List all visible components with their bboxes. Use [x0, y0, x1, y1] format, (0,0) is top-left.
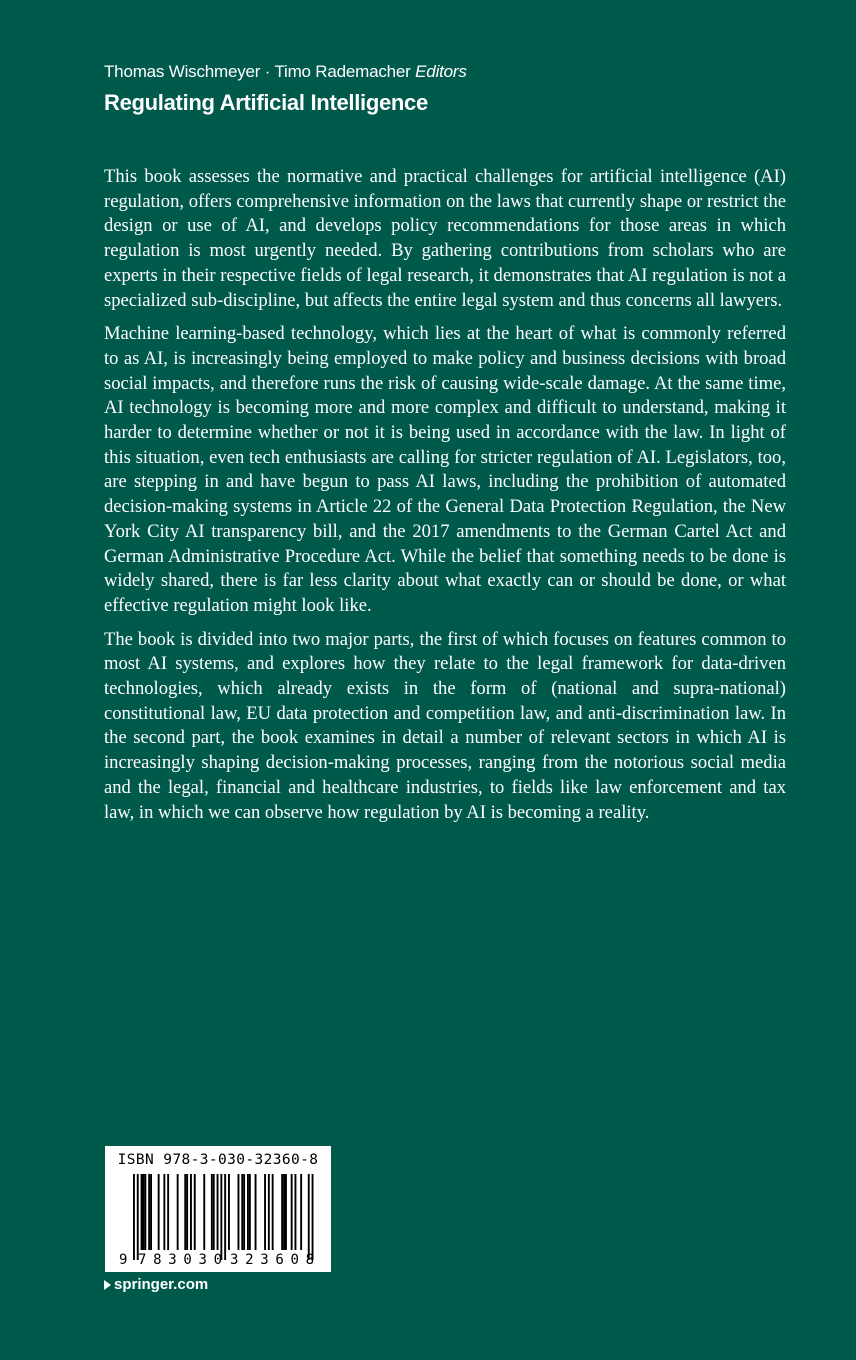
barcode-bar — [268, 1174, 270, 1250]
barcode-bar — [283, 1174, 285, 1250]
barcode-bar — [272, 1174, 274, 1250]
isbn-label: ISBN 978-3-030-32360-8 — [117, 1152, 319, 1168]
editors-line — [104, 62, 467, 82]
editors-role: Editors — [415, 62, 467, 81]
barcode-bar — [243, 1174, 245, 1250]
barcode-bar — [186, 1174, 188, 1250]
barcode-bar — [224, 1174, 226, 1260]
barcode-bar — [312, 1174, 314, 1260]
editors-names: Thomas Wischmeyer · Timo Rademacher — [104, 62, 411, 81]
barcode-bar — [133, 1174, 135, 1260]
barcode-bar — [158, 1174, 160, 1250]
barcode-bar — [211, 1174, 213, 1250]
ean-right-group: 323608 — [230, 1252, 314, 1268]
barcode-bar — [144, 1174, 146, 1250]
ean-left-group: 783030 — [138, 1252, 222, 1268]
isbn-barcode-box — [105, 1146, 331, 1272]
barcode-bar — [163, 1174, 165, 1250]
barcode-bar — [308, 1174, 310, 1260]
barcode-bar — [203, 1174, 205, 1250]
barcode-bar — [150, 1174, 152, 1250]
barcode-bar — [148, 1174, 150, 1250]
barcode-bar — [194, 1174, 196, 1250]
blurb-paragraph: Machine learning-based technology, which lies at the heart of what is commonly referred to as AI, is increasingly being employed to make policy and business decisions with broad social impacts, and therefore runs the risk of causing wide-scale damage. At the same time, AI technology is becoming more and more complex and difficult to understand, making it harder to determine whether or not it is being used in accordance with the law. In light of this situation, even tech enthusiasts are calling for stricter regulation of AI. Legislators, too, are stepping in and have begun to pass AI laws, including the prohibition of automated decision-making systems in Article 22 of the General Data Protection Regulation, the New York City AI transparency bill, and the 2017 amendments to the German Cartel Act and German Administrative Procedure Act. While the belief that something needs to be done is widely shared, there is far less clarity about what exactly can or should be done, or what effective regulation might look like. — [104, 323, 786, 616]
barcode-bar — [247, 1174, 249, 1250]
barcode-bar — [285, 1174, 287, 1250]
ean-first-digit: 9 — [119, 1252, 128, 1268]
barcode-bar — [177, 1174, 179, 1250]
barcode-bar — [281, 1174, 283, 1250]
barcode-bar — [241, 1174, 243, 1250]
barcode-bar — [217, 1174, 219, 1250]
blurb-paragraph: This book assesses the normative and practical challenges for artificial intelligence (AI) regulation, offers comprehensive information on the laws that currently shape or restrict the design or use of AI, and develops policy recommendations for those areas in which regulation is most urgently needed. By gathering contributions from scholars who are experts in their respective fields of legal research, it demonstrates that AI regulation is not a specialized sub-discipline, but affects the entire legal system and thus concerns all lawyers. — [104, 166, 786, 311]
triangle-arrow-icon — [104, 1280, 111, 1290]
barcode-bar — [220, 1174, 222, 1260]
barcode-bar — [264, 1174, 266, 1250]
barcode-bar — [255, 1174, 257, 1250]
publisher-link[interactable] — [104, 1276, 208, 1293]
publisher-url[interactable]: springer.com — [114, 1276, 209, 1293]
barcode-bar — [295, 1174, 297, 1250]
barcode-bar — [143, 1174, 145, 1250]
barcode-bar — [137, 1174, 139, 1260]
barcode-bar — [300, 1174, 302, 1250]
barcode — [105, 1172, 331, 1272]
blurb — [104, 165, 786, 834]
barcode-bar — [190, 1174, 192, 1250]
blurb-paragraph: The book is divided into two major parts, the first of which focuses on features common to most AI systems, and explores how they relate to the legal framework for data-driven technologies, which already exists in the form of (national and supra-national) constitutional law, EU data protection and competition law, and anti-discrimination law. In the second part, the book examines in detail a number of relevant sectors in which AI is increasingly shaping decision-making processes, ranging from the notorious social media and the legal, financial and healthcare industries, to fields like law enforcement and tax law, in which we can observe how regulation by AI is becoming a reality. — [104, 628, 786, 823]
barcode-bars — [133, 1174, 314, 1260]
barcode-bar — [213, 1174, 215, 1250]
barcode-bar — [238, 1174, 240, 1250]
barcode-bar — [141, 1174, 143, 1250]
barcode-bar — [249, 1174, 251, 1250]
barcode-bar — [184, 1174, 186, 1250]
barcode-bar — [228, 1174, 230, 1250]
book-title: Regulating Artificial Intelligence — [104, 90, 428, 115]
barcode-bar — [167, 1174, 169, 1250]
barcode-bar — [291, 1174, 293, 1250]
